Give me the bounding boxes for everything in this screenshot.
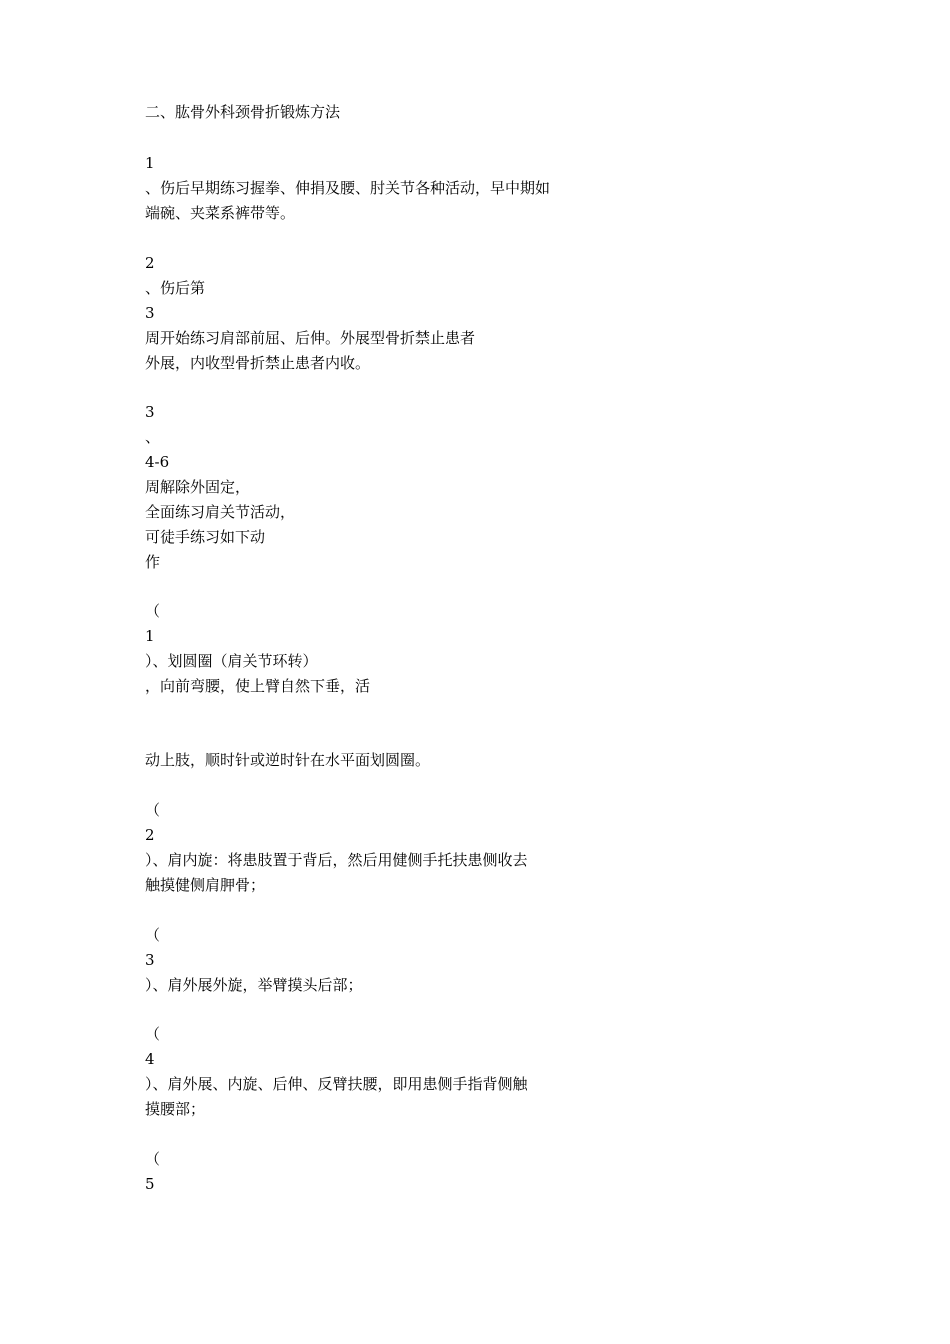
text-line: 4-6 [145,453,170,471]
text-line: ）、肩外展、内旋、后伸、反臂扶腰，即用患侧手指背侧触 [145,1075,528,1093]
text-line: 外展，内收型骨折禁止患者内收。 [145,354,371,372]
text-line: 、伤后早期练习握拳、伸捐及腰、肘关节各种活动，早中期如 [145,179,551,197]
text-line: 1 [145,154,155,172]
text-line: （ [145,801,161,819]
text-line: ，向前弯腰，使上臂自然下垂，活 [145,677,371,695]
text-line: 2 [145,826,155,844]
text-line: 、伤后第 [145,279,206,297]
text-line: 周开始练习肩部前屈、后伸。外展型骨折禁止患者 [145,329,476,347]
text-line: 可徒手练习如下动 [145,528,266,546]
text-line: 3 [145,951,155,969]
text-line: 、 [145,428,161,446]
text-line: 5 [145,1175,155,1193]
text-line: ）、肩外展外旋，举臂摸头后部； [145,976,363,994]
text-line: （ [145,1150,161,1168]
text-line: 3 [145,403,155,421]
text-line: 动上肢，顺时针或逆时针在水平面划圆圈。 [145,751,431,769]
text-line: 端碗、夹菜系裤带等。 [145,204,296,222]
text-line: 作 [145,553,161,571]
text-line: 周解除外固定， [145,478,251,496]
text-line: （ [145,1025,161,1043]
text-line: 3 [145,304,155,322]
text-line: ）、划圆圈（肩关节环转） [145,652,318,670]
text-line: （ [145,926,161,944]
document-title: 二、肱骨外科颈骨折锻炼方法 [145,103,341,121]
text-line: （ [145,602,161,620]
text-line: 摸腰部； [145,1100,206,1118]
text-line: 4 [145,1050,155,1068]
text-line: 1 [145,627,155,645]
text-line: 触摸健侧肩胛骨； [145,876,266,894]
text-line: ）、肩内旋：将患肢置于背后，然后用健侧手托扶患侧收去 [145,851,528,869]
text-line: 全面练习肩关节活动， [145,503,296,521]
text-line: 2 [145,254,155,272]
